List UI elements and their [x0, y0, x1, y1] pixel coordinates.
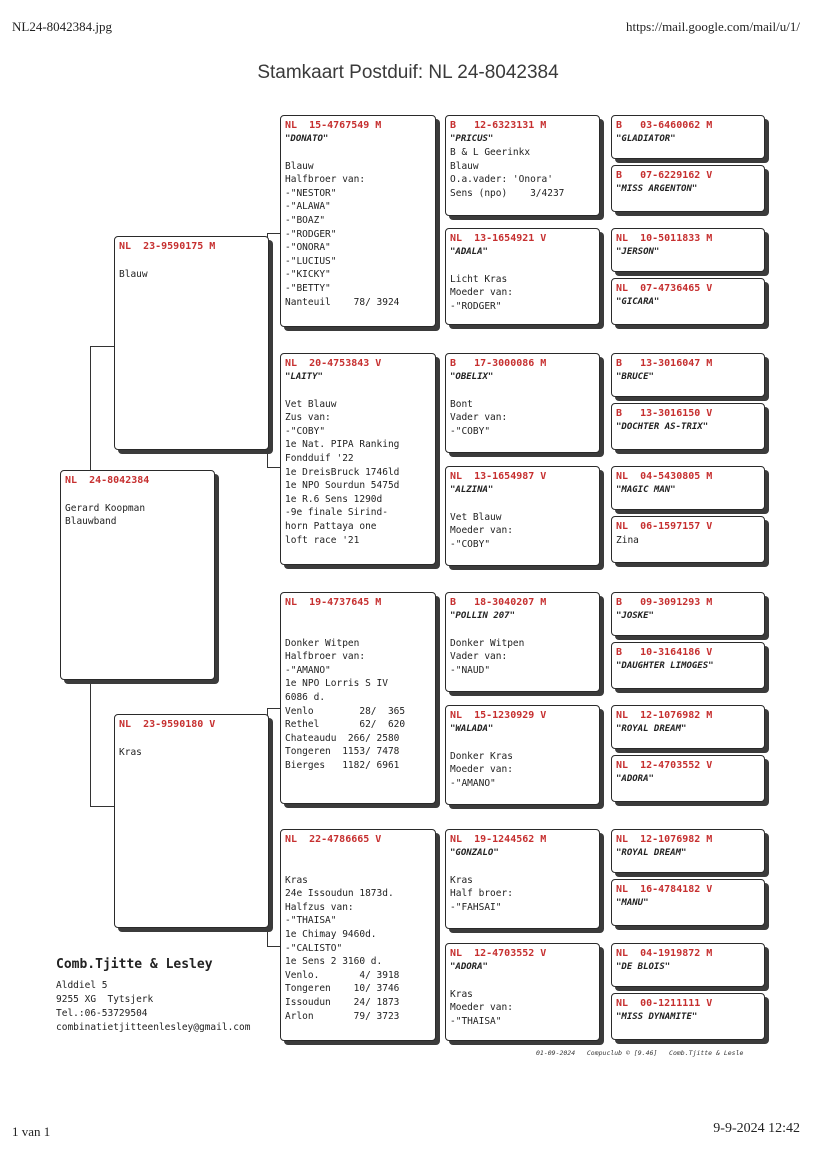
pigeon-name: "JOSKE" — [616, 611, 654, 621]
info-line: Halfbroer van: — [285, 174, 366, 186]
info-line: Moeder van: — [450, 287, 513, 299]
footnote: 01-09-2024 Compuclub © [9.46] Comb.Tjitte & Lesle — [536, 1049, 744, 1057]
page-url[interactable]: https://mail.google.com/mail/u/1/ — [625, 19, 800, 34]
connector — [90, 806, 115, 807]
great-ancestor-card[interactable] — [611, 993, 765, 1040]
info-line: Kras — [285, 874, 308, 886]
info-line: 1e NPO Sourdun 5475d — [285, 480, 400, 492]
great-ancestor-card[interactable] — [611, 592, 765, 636]
page-count: 1 van 1 — [12, 1124, 51, 1139]
ancestor-card[interactable] — [445, 705, 600, 805]
info-line: B & L Geerinkx — [450, 147, 531, 158]
connector — [90, 346, 115, 347]
info-line: -"CALISTO" — [285, 942, 343, 954]
info-line — [119, 732, 264, 746]
info-line: O.a.vader: 'Onora' — [450, 174, 553, 186]
info-line: -"KICKY" — [285, 269, 331, 281]
info-line: -"NAUD" — [450, 664, 491, 676]
connector — [267, 946, 281, 947]
pigeon-name: Zina — [616, 535, 639, 546]
pigeon-name: "DE BLOIS" — [616, 962, 671, 972]
pigeon-name: "MISS DYNAMITE" — [616, 1012, 698, 1022]
info-line: Kras — [119, 746, 142, 758]
ring-number: NL 22-4786665 V — [285, 834, 382, 845]
info-line: -"BOAZ" — [285, 214, 326, 226]
ring-number: B 10-3164186 V — [616, 647, 713, 658]
ring-number: B 03-6460062 M — [616, 120, 713, 131]
great-ancestor-card[interactable] — [611, 943, 765, 987]
connector — [267, 233, 281, 234]
info-line — [285, 860, 431, 874]
ring-number: B 13-3016150 V — [616, 408, 713, 419]
info-line: Moeder van: — [450, 764, 513, 776]
info-line: Chateaudu 266/ 2580 — [285, 732, 400, 744]
grandparent-card[interactable] — [280, 353, 436, 565]
subject-card[interactable] — [60, 470, 215, 680]
info-line — [450, 974, 595, 988]
ring-number: NL 13-1654921 V — [450, 233, 547, 244]
info-line: 1e DreisBruck 1746ld — [285, 466, 400, 478]
info-line: Donker Witpen — [450, 637, 525, 649]
info-line: Donker Witpen — [285, 637, 360, 649]
info-line — [450, 736, 595, 750]
ring-number: NL 00-1211111 V — [616, 998, 713, 1009]
ring-number: NL 13-1654987 V — [450, 471, 547, 482]
great-ancestor-card[interactable] — [611, 228, 765, 272]
info-line: -"THAISA" — [285, 915, 337, 927]
info-line: Nanteuil 78/ 3924 — [285, 296, 400, 308]
info-line: -"NESTOR" — [285, 187, 337, 199]
pigeon-name: "ROYAL DREAM" — [616, 724, 687, 734]
info-line: Vet Blauw — [285, 398, 337, 410]
pigeon-name: "GLADIATOR" — [616, 134, 676, 144]
owner-name: Comb.Tjitte & Lesley — [56, 957, 213, 972]
pigeon-name — [285, 610, 431, 623]
pigeon-name: "GONZALO" — [450, 848, 499, 858]
info-line: Vader van: — [450, 651, 508, 663]
pigeon-name: "DONATO" — [285, 134, 329, 144]
info-line — [285, 623, 431, 637]
info-line: 1e Sens 2 3160 d. — [285, 956, 383, 968]
ancestor-card[interactable] — [445, 829, 600, 929]
ring-number: B 18-3040207 M — [450, 597, 547, 608]
info-line: -"ONORA" — [285, 242, 331, 254]
info-line: -"ALAWA" — [285, 201, 331, 213]
ring-number: NL 06-1597157 V — [616, 521, 713, 532]
info-line — [450, 623, 595, 637]
ring-number: B 12-6323131 M — [450, 120, 547, 131]
ring-number: B 07-6229162 V — [616, 170, 713, 181]
info-line: Donker Kras — [450, 750, 513, 762]
ancestor-card[interactable] — [445, 943, 600, 1041]
info-line: Bierges 1182/ 6961 — [285, 759, 400, 771]
info-line: Venlo 28/ 365 — [285, 705, 406, 717]
pigeon-name: "BRUCE" — [616, 372, 654, 382]
info-line: -"COBY" — [285, 425, 326, 437]
info-line: Moeder van: — [450, 525, 513, 537]
info-line: -"RODGER" — [285, 228, 337, 240]
info-line: 6086 d. — [285, 691, 326, 703]
file-name: NL24-8042384.jpg — [12, 19, 113, 34]
info-line: Half broer: — [450, 888, 513, 900]
owner-email[interactable]: combinatietjitteenlesley@gmail.com — [56, 1022, 251, 1033]
mother-card[interactable] — [114, 714, 269, 928]
info-line — [285, 146, 431, 160]
ring-number: NL 20-4753843 V — [285, 358, 382, 369]
great-ancestor-card[interactable] — [611, 705, 765, 749]
ancestor-card[interactable] — [445, 592, 600, 692]
ring-number: NL 12-1076982 M — [616, 710, 713, 721]
info-line: Fondduif '22 — [285, 452, 354, 464]
ring-number: NL 24-8042384 — [65, 475, 150, 486]
great-ancestor-card[interactable] — [611, 755, 765, 802]
ring-number: NL 23-9590180 V — [119, 719, 216, 730]
info-line: Blauw — [119, 268, 148, 280]
ring-number: B 17-3000086 M — [450, 358, 547, 369]
info-line: -"COBY" — [450, 425, 491, 437]
ring-number: NL 19-4737645 M — [285, 597, 382, 608]
great-ancestor-card[interactable] — [611, 165, 765, 212]
great-ancestor-card[interactable] — [611, 403, 765, 450]
info-line: Gerard Koopman — [65, 502, 146, 514]
ring-number: B 13-3016047 M — [616, 358, 713, 369]
ring-number: NL 15-1230929 V — [450, 710, 547, 721]
info-line — [119, 254, 264, 268]
ancestor-card[interactable] — [445, 228, 600, 325]
ring-number: NL 12-4703552 V — [616, 760, 713, 771]
pigeon-name — [285, 847, 431, 860]
info-line: Rethel 62/ 620 — [285, 719, 406, 731]
pigeon-name: "ADORA" — [616, 774, 654, 784]
ring-number: NL 10-5011833 M — [616, 233, 713, 244]
pigeon-name: "WALADA" — [450, 724, 494, 734]
great-ancestor-card[interactable] — [611, 115, 765, 159]
ring-number: NL 04-1919872 M — [616, 948, 713, 959]
ring-number: B 09-3091293 M — [616, 597, 713, 608]
great-ancestor-card[interactable] — [611, 516, 765, 563]
pigeon-name: "PRICUS" — [450, 134, 494, 144]
pigeon-name: "LAITY" — [285, 372, 323, 382]
pigeon-name: "ADORA" — [450, 962, 488, 972]
print-datetime: 9-9-2024 12:42 — [713, 1121, 800, 1136]
ring-number: NL 23-9590175 M — [119, 241, 216, 252]
info-line: Sens (npo) 3/4237 — [450, 187, 565, 199]
grandparent-card[interactable] — [280, 592, 436, 804]
info-line: 1e Chimay 9460d. — [285, 928, 377, 940]
info-line: Bont — [450, 398, 473, 410]
info-line: -"THAISA" — [450, 1015, 502, 1027]
ring-number: NL 07-4736465 V — [616, 283, 713, 294]
great-ancestor-card[interactable] — [611, 829, 765, 873]
owner-phone: Tel.:06-53729504 — [56, 1008, 148, 1019]
grandparent-card[interactable] — [280, 829, 436, 1041]
pigeon-name: "ALZINA" — [450, 485, 494, 495]
info-line: -"AMANO" — [285, 664, 331, 676]
info-line: -"FAHSAI" — [450, 901, 502, 913]
great-ancestor-card[interactable] — [611, 642, 765, 689]
info-line: Blauw — [450, 160, 479, 172]
info-line: Halfzus van: — [285, 901, 354, 913]
connector — [267, 708, 281, 709]
info-line: Licht Kras — [450, 273, 508, 285]
info-line: Moeder van: — [450, 1002, 513, 1014]
owner-postal: 9255 XG Tytsjerk — [56, 994, 154, 1005]
great-ancestor-card[interactable] — [611, 353, 765, 397]
ring-number: NL 15-4767549 M — [285, 120, 382, 131]
pigeon-name: "JERSON" — [616, 247, 660, 257]
info-line: 24e Issoudun 1873d. — [285, 888, 394, 900]
ancestor-card[interactable] — [445, 353, 600, 453]
info-line: Tongeren 10/ 3746 — [285, 983, 400, 995]
great-ancestor-card[interactable] — [611, 278, 765, 325]
info-line — [450, 860, 595, 874]
pigeon-name: "GICARA" — [616, 297, 660, 307]
info-line: -9e finale Sirind- — [285, 507, 388, 519]
info-line: Arlon 79/ 3723 — [285, 1010, 400, 1022]
info-line: Tongeren 1153/ 7478 — [285, 746, 400, 758]
info-line: Vet Blauw — [450, 511, 502, 523]
pigeon-name: "MANU" — [616, 898, 649, 908]
info-line — [450, 384, 595, 398]
ring-number: NL 12-1076982 M — [616, 834, 713, 845]
grandparent-card[interactable] — [280, 115, 436, 327]
great-ancestor-card[interactable] — [611, 466, 765, 510]
info-line: Halfbroer van: — [285, 651, 366, 663]
ring-number: NL 19-1244562 M — [450, 834, 547, 845]
info-line: Issoudun 24/ 1873 — [285, 996, 400, 1008]
info-line — [285, 384, 431, 398]
pigeon-name: "DAUGHTER LIMOGES" — [616, 661, 714, 671]
info-line: Kras — [450, 874, 473, 886]
info-line: horn Pattaya one — [285, 520, 377, 532]
info-line: Blauw — [285, 160, 314, 172]
info-line: -"COBY" — [450, 538, 491, 550]
pigeon-name: "ROYAL DREAM" — [616, 848, 687, 858]
info-line: -"BETTY" — [285, 282, 331, 294]
info-line — [450, 497, 595, 511]
father-card[interactable] — [114, 236, 269, 450]
info-line: 1e R.6 Sens 1290d — [285, 493, 383, 505]
info-line: Venlo. 4/ 3918 — [285, 969, 400, 981]
pigeon-name: "MAGIC MAN" — [616, 485, 676, 495]
page-title: Stamkaart Postduif: NL 24-8042384 — [257, 62, 559, 83]
info-line: Kras — [450, 988, 473, 1000]
pigeon-name: "DOCHTER AS-TRIX" — [616, 422, 709, 432]
info-line: -"LUCIUS" — [285, 255, 337, 267]
pigeon-name: "POLLIN 207" — [450, 611, 516, 621]
pigeon-name: "MISS ARGENTON" — [616, 184, 698, 194]
pigeon-name: "OBELIX" — [450, 372, 494, 382]
connector — [267, 467, 281, 468]
ring-number: NL 16-4784182 V — [616, 884, 713, 895]
ring-number: NL 04-5430805 M — [616, 471, 713, 482]
ancestor-card[interactable] — [445, 466, 600, 566]
ring-number: NL 12-4703552 V — [450, 948, 547, 959]
info-line: Zus van: — [285, 412, 331, 424]
great-ancestor-card[interactable] — [611, 879, 765, 926]
info-line: Vader van: — [450, 412, 508, 424]
owner-block — [56, 956, 250, 1035]
info-line: -"RODGER" — [450, 300, 502, 312]
pigeon-name: "ADALA" — [450, 247, 488, 257]
info-line: 1e Nat. PIPA Ranking — [285, 439, 400, 451]
info-line: -"AMANO" — [450, 777, 496, 789]
ancestor-card[interactable] — [445, 115, 600, 216]
info-line: loft race '21 — [285, 534, 360, 546]
info-line: Blauwband — [65, 516, 117, 528]
info-line — [450, 259, 595, 273]
owner-address: Alddiel 5 — [56, 980, 108, 991]
info-line — [65, 488, 210, 502]
info-line: 1e NPO Lorris S IV — [285, 678, 388, 690]
